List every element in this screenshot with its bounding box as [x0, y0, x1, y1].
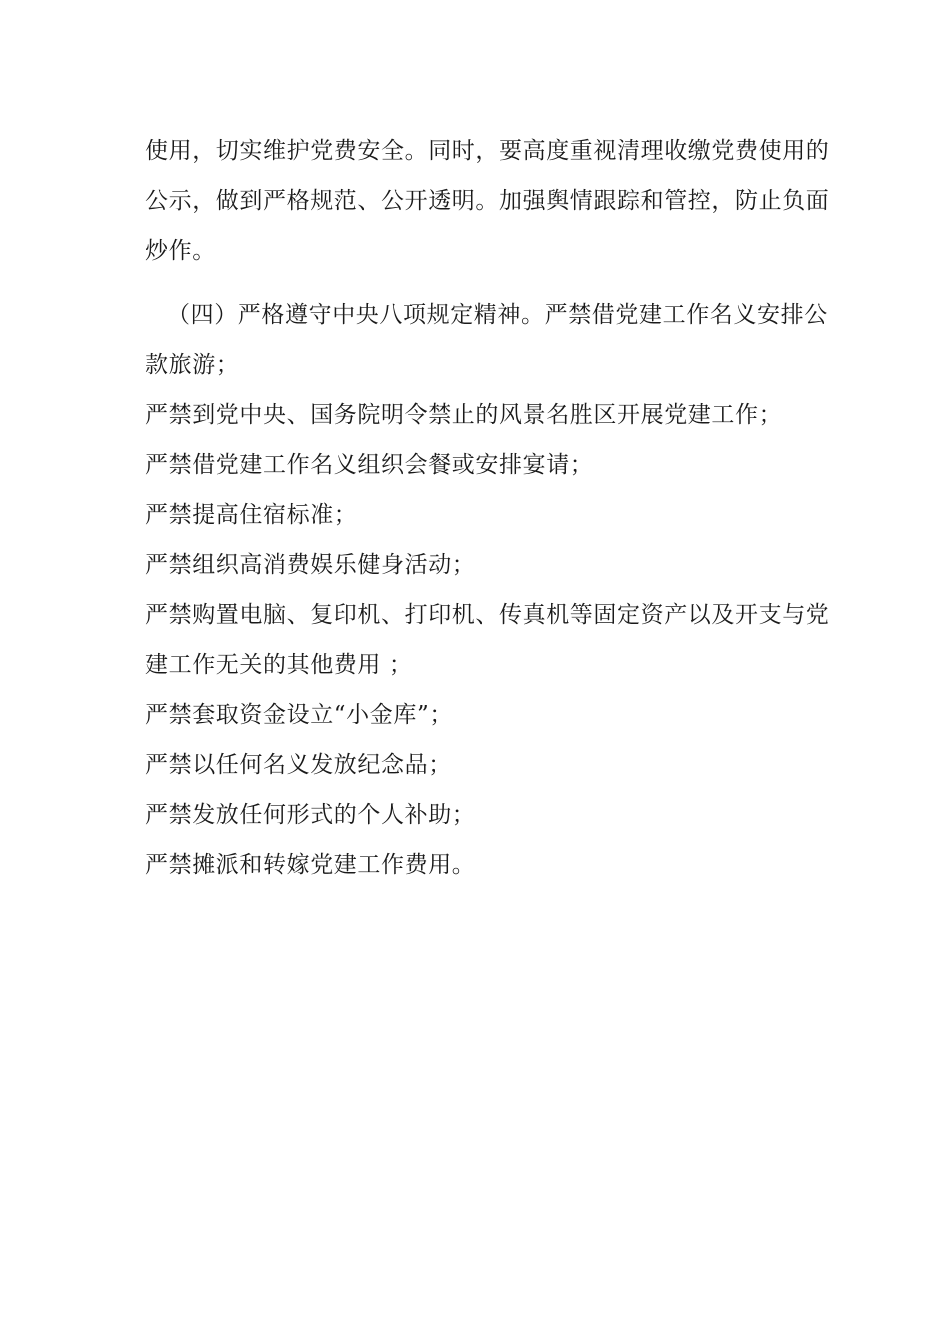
rule-item: 严禁购置电脑、复印机、打印机、传真机等固定资产以及开支与党	[145, 602, 830, 628]
paragraph-line: 炒作。	[145, 238, 216, 264]
paragraph-line: 公示，做到严格规范、公开透明。加强舆情跟踪和管控，防止负面	[145, 188, 830, 214]
rule-item: 严禁提高住宿标准；	[145, 502, 358, 528]
rule-item-continuation: 建工作无关的其他费用 ；	[145, 652, 413, 678]
rule-item: 严禁套取资金设立“小金库”；	[145, 702, 453, 728]
section-heading-line: （四）严格遵守中央八项规定精神。严禁借党建工作名义安排公	[167, 302, 828, 328]
paragraph-line: 使用，切实维护党费安全。同时，要高度重视清理收缴党费使用的	[145, 138, 830, 164]
paragraph-line: 款旅游；	[145, 352, 240, 378]
rule-item: 严禁借党建工作名义组织会餐或安排宴请；	[145, 452, 594, 478]
rule-item: 严禁组织高消费娱乐健身活动；	[145, 552, 476, 578]
rule-item: 严禁到党中央、国务院明令禁止的风景名胜区开展党建工作；	[145, 402, 783, 428]
rule-item: 严禁发放任何形式的个人补助；	[145, 802, 476, 828]
rule-item: 严禁摊派和转嫁党建工作费用。	[145, 852, 476, 878]
rule-item: 严禁以任何名义发放纪念品；	[145, 752, 452, 778]
